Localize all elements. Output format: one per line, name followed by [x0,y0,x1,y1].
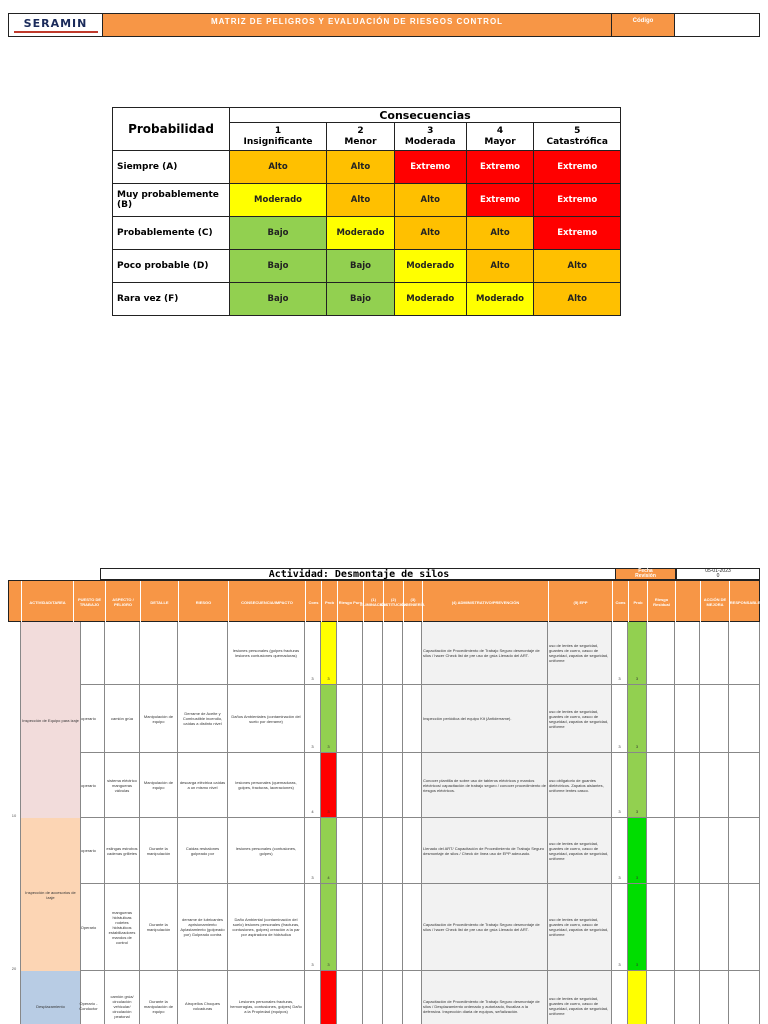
risk-level-cell: Alto [394,184,466,217]
riesgo-cell: descarga eléctrica caídas a un mismo nivel [178,753,228,817]
risk-level-cell: Extremo [534,217,621,250]
activity-sheet [8,566,760,1024]
cons-cell [305,971,321,1024]
puesto-cell: Operario [73,884,105,970]
empty-cell [403,685,422,752]
date-label: Fecha [638,568,653,574]
consequence-name: Insignificante [243,136,313,147]
consecuencia-cell: lesiones personales (golpes fracturas lesiones contusiones quemaduras) [228,622,305,684]
pure-risk-cell: 3 [321,884,337,970]
column-header: Cons [613,581,629,623]
matrix-row [113,151,621,184]
empty-cell [383,685,403,752]
risk-level-cell: Extremo [394,151,466,184]
logo-underline [14,31,98,33]
consecuencia-cell: Daños Ambientales (contaminación del suelo por derrame) [228,685,305,752]
riesgo-cell: Derrame de Aceite y Combustible incendio, caídas a distinto nivel [178,685,228,752]
detalle-cell: Durante la manipulación [140,818,178,883]
probability-label: Probablemente (C) [113,217,230,250]
company-logo [9,14,103,36]
admin-control-cell: Capacitación de Procedimiento de Trabajo Seguro desmontaje de silos / hacer Check list de pre uso de grúa Llenado del ART. [422,884,548,970]
logo-text: SERAMIN [23,16,88,30]
pure-risk-cell [321,971,337,1024]
empty-cell [337,818,363,883]
table-row [81,622,760,685]
cons-cell: 3 [305,884,321,970]
consecuencia-cell: lesiones personales (contusiones, golpes) [228,818,305,883]
risk-level-cell: Moderado [394,283,466,316]
matrix-row [113,217,621,250]
column-header: (2) SUSTITUCIÓN [384,581,404,623]
column-header: RIESGO [179,581,229,623]
admin-control-cell: Capacitación de Procedimiento de Trabajo Seguro desmontaje de silos / Desplazamiento ordenado y autorizado, fiscaliza a la defensiva. Inspección diaria de equipos, señalización. [422,971,548,1024]
pure-risk-cell: 3 [321,622,337,684]
risk-level-cell: Bajo [327,283,395,316]
epp-cell: uso de lentes de seguridad, guantes de cuero, casco de seguridad, zapatos de seguridad, uniforme [548,622,612,684]
empty-cell [337,971,363,1024]
empty-cell [675,685,700,752]
puesto-cell: Operario - Conductor [73,971,105,1024]
meta-labels [615,568,676,580]
risk-level-cell: Moderado [466,283,534,316]
empty-cell [337,622,363,684]
residual-risk-cell: 3 [628,622,647,684]
risk-level-cell: Alto [230,151,327,184]
empty-cell [700,818,729,883]
empty-cell [647,818,675,883]
empty-cell [729,753,760,817]
admin-control-cell: Conocer plantilla de sobre uso de tableros eléctricos y mandos eléctricos/ capacitación de trabajo seguro / conocer procedimiento de riesgos eléctricos. [422,753,548,817]
consequence-number: 3 [427,125,434,136]
riesgo-cell: derrame de lubricantes aprisionamiento Aplastamiento (golpeado por) Golpeado contra [178,884,228,970]
empty-cell [675,622,700,684]
activity-task-cell: Desplazamiento [21,971,81,1024]
epp-cell: uso de lentes de seguridad, guantes de cuero, casco de seguridad, zapatos de seguridad, uniforme [548,685,612,752]
risk-level-cell: Extremo [466,184,534,217]
admin-control-cell: Capacitación de Procedimiento de Trabajo Seguro desmontaje de silos / hacer Check list de pre uso de grúa Llenado del ART. [422,622,548,684]
sheet-column-headers [8,580,760,622]
risk-level-cell: Alto [534,283,621,316]
empty-cell [337,685,363,752]
code-label: Código [612,14,675,36]
revision-value: 0 [716,573,720,579]
empty-cell [403,818,422,883]
consecuencia-cell: lesiones personales (quemaduras, golpes, fracturas, laceraciones) [228,753,305,817]
empty-cell [383,622,403,684]
residual-risk-cell [628,971,647,1024]
activity-task-cell: Inspección de accesorios de izaje [21,818,81,971]
empty-cell [675,818,700,883]
empty-cell [383,884,403,970]
table-row [81,818,760,884]
aspecto-cell: sistema eléctrico mangueras válvulas [105,753,140,817]
puesto-cell: operario [73,818,105,883]
consequence-name: Menor [344,136,377,147]
empty-cell [363,685,383,752]
empty-cell [729,884,760,970]
activity-task-cell: Inspección de Equipo para izaje [21,622,81,818]
empty-cell [363,622,383,684]
empty-cell [647,685,675,752]
pure-risk-cell: 3 [321,753,337,817]
consecuencia-cell: Daño Ambiental (contaminación del suelo) lesiones personales (fracturas, contusiones, golpes) creación a la par por aspiradora de hidráulica [228,884,305,970]
column-header: Cons [306,581,322,623]
empty-cell [403,971,422,1024]
aspecto-cell: eslingas estrobos cadenas grilletes [105,818,140,883]
table-row [81,685,760,753]
empty-cell [700,685,729,752]
probability-label: Siempre (A) [113,151,230,184]
column-header: RESPONSABLE [730,581,760,623]
empty-cell [647,622,675,684]
cons2-cell: 3 [612,884,628,970]
column-header: PUESTO DE TRABAJO [74,581,106,623]
column-header: (4) ADMINISTRATIVO/PREVENCIÓN [423,581,549,623]
matrix-row [113,250,621,283]
risk-level-cell: Alto [466,217,534,250]
admin-control-cell: Llenado del ART/ Capacitación de Procedimiento de Trabajo Seguro desmontaje de silos / Check de línea uso de EPP adecuado. [422,818,548,883]
cons-cell: 4 [305,753,321,817]
table-row [81,884,760,971]
empty-cell [675,884,700,970]
residual-risk-cell: 3 [628,884,647,970]
empty-cell [647,884,675,970]
empty-cell [337,753,363,817]
consequence-name: Catastrófica [546,136,608,147]
aspecto-cell: mangueras hidráulicas rodetes hidráulicos estabilizadores mandos de control [105,884,140,970]
column-header: Riesgo Puro [338,581,364,623]
consecuencia-cell: Lesiones personales fracturas, hemorragias, contusiones, golpes) Daño a la Propiedad (equipos) [228,971,305,1024]
consequence-column-5 [534,123,621,151]
empty-cell [675,971,700,1024]
consequence-column-4 [466,123,534,151]
risk-level-cell: Moderado [327,217,395,250]
aspecto-cell: camión grúa/ circulación vehicular/ circulación peatonal [105,971,140,1024]
column-header: CONSECUENCIA/IMPACTO [229,581,306,623]
empty-cell [363,971,383,1024]
residual-risk-cell: 3 [628,685,647,752]
empty-cell [337,884,363,970]
row-number: 20 [8,818,21,971]
consequence-column-1 [230,123,327,151]
residual-risk-cell: 3 [628,818,647,883]
cons2-cell: 3 [612,753,628,817]
admin-control-cell: Inspección periódica del equipo Kit (Antiderrame). [422,685,548,752]
consequence-name: Mayor [484,136,516,147]
empty-cell [403,622,422,684]
column-header: Prob [629,581,648,623]
detalle-cell: Manipulación de equipo [140,685,178,752]
column-header: (3) INGENIERÍA [404,581,423,623]
code-value [675,14,759,36]
column-header: ASPECTO / PELIGRO [106,581,141,623]
probability-label: Poco probable (D) [113,250,230,283]
risk-level-cell: Alto [394,217,466,250]
puesto-cell [73,622,105,684]
risk-level-cell: Bajo [230,217,327,250]
aspecto-cell: camión grúa [105,685,140,752]
consequence-number: 4 [496,125,504,136]
empty-cell [383,971,403,1024]
risk-level-cell: Moderado [394,250,466,283]
cons2-cell: 3 [612,622,628,684]
table-row [81,753,760,818]
cons2-cell: 3 [612,685,628,752]
consequence-title: Consecuencias [230,108,621,123]
residual-risk-cell: 3 [628,753,647,817]
consequence-number: 1 [274,125,282,136]
epp-cell: uso de lentes de seguridad, guantes de cuero, casco de seguridad, zapatos de seguridad, uniforme [548,884,612,970]
cons-cell: 3 [305,622,321,684]
cons-cell: 3 [305,685,321,752]
risk-level-cell: Moderado [230,184,327,217]
consequence-number: 5 [574,125,581,136]
empty-cell [403,753,422,817]
date-value: 05-01-2023 [705,568,731,574]
column-header: Riesgo Residual [648,581,676,623]
table-row [81,971,760,1024]
risk-level-cell: Extremo [534,151,621,184]
riesgo-cell: Atropellos Choques volcaduras [178,971,228,1024]
column-header: ACCIÓN DE MEJORA [701,581,730,623]
risk-level-cell: Alto [466,250,534,283]
risk-matrix [112,107,621,316]
empty-cell [729,971,760,1024]
riesgo-cell: Caídas resbalones golpeado por [178,818,228,883]
detalle-cell: Manipulación de equipo [140,753,178,817]
puesto-cell: operario [73,685,105,752]
risk-level-cell: Alto [327,184,395,217]
risk-level-cell: Bajo [230,283,327,316]
probability-title: Probabilidad [113,108,230,151]
empty-cell [700,753,729,817]
consequence-column-3 [394,123,466,151]
document-header [8,13,760,37]
empty-cell [403,884,422,970]
empty-cell [383,753,403,817]
empty-cell [363,884,383,970]
empty-cell [729,685,760,752]
revision-label: Revisión [635,573,656,579]
risk-level-cell: Alto [327,151,395,184]
detalle-cell: Durante la manipulación de equipo [140,971,178,1024]
row-number [8,971,21,1024]
column-header: ACTIVIDAD/TAREA [22,581,74,623]
empty-cell [729,622,760,684]
row-number: 10 [8,622,21,818]
cons2-cell: 3 [612,818,628,883]
empty-cell [700,622,729,684]
pure-risk-cell: 4 [321,818,337,883]
puesto-cell: operario [73,753,105,817]
risk-level-cell: Bajo [230,250,327,283]
aspecto-cell [105,622,140,684]
riesgo-cell [178,622,228,684]
empty-cell [363,753,383,817]
epp-cell: uso de lentes de seguridad, guantes de cuero, casco de seguridad, zapatos de seguridad, uniforme [548,818,612,883]
consequence-name: Moderada [404,136,456,147]
matrix-row [113,283,621,316]
cons2-cell [612,971,628,1024]
detalle-cell: Durante la manipulación [140,884,178,970]
risk-level-cell: Alto [534,250,621,283]
matrix-row [113,184,621,217]
empty-cell [647,971,675,1024]
column-header: (5) EPP [549,581,613,623]
probability-label: Rara vez (F) [113,283,230,316]
empty-cell [729,818,760,883]
empty-cell [363,818,383,883]
column-header [9,581,22,623]
risk-level-cell: Extremo [534,184,621,217]
document-title: MATRIZ DE PELIGROS Y EVALUACIÓN DE RIESGOS CONTROL [103,14,612,36]
activity-title: Actividad: Desmontaje de silos [100,568,618,580]
column-header: DETALLE [141,581,179,623]
consequence-column-2 [327,123,395,151]
empty-cell [383,818,403,883]
column-header: Prob [322,581,338,623]
probability-label: Muy probablemente (B) [113,184,230,217]
detalle-cell [140,622,178,684]
risk-level-cell: Extremo [466,151,534,184]
epp-cell: uso de lentes de seguridad, guantes de cuero, casco de seguridad, zapatos de seguridad, uniforme [548,971,612,1024]
empty-cell [700,884,729,970]
empty-cell [700,971,729,1024]
column-header: (1) ELIMINACIÓN [364,581,384,623]
epp-cell: uso obligatorio de guantes dieléctricos. Zapatos aislantes, uniforme lentes casco. [548,753,612,817]
meta-values [676,568,760,580]
column-header [676,581,701,623]
empty-cell [675,753,700,817]
consequence-number: 2 [357,125,364,136]
risk-level-cell: Bajo [327,250,395,283]
empty-cell [647,753,675,817]
cons-cell: 3 [305,818,321,883]
pure-risk-cell: 3 [321,685,337,752]
